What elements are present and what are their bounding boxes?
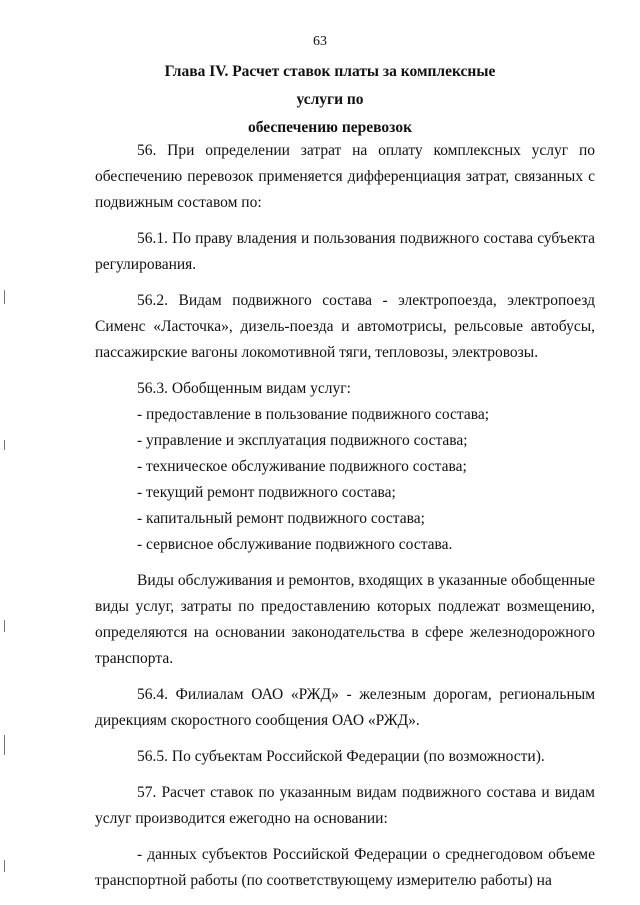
paragraph-56: 56. При определении затрат на оплату комплексных услуг по обеспечению перевозок применяется дифференциация затрат, связанных с подвижным составом по: xyxy=(95,142,595,211)
list-item: - предоставление в пользование подвижного состава; xyxy=(137,406,490,423)
chapter-heading-line-1: Глава IV. Расчет ставок платы за комплексные услуги по xyxy=(164,63,496,108)
chapter-heading-line-2: обеспечению перевозок xyxy=(247,119,412,136)
paragraph-56-4: 56.4. Филиалам ОАО «РЖД» - железным дорогам, региональным дирекциям скоростного сообщения ОАО «РЖД». xyxy=(95,686,595,729)
document-body xyxy=(95,138,595,894)
paragraph-57: 57. Расчет ставок по указанным видам подвижного состава и видам услуг производится ежегодно на основании: xyxy=(95,784,595,827)
chapter-heading xyxy=(150,58,510,142)
paragraph-service-types: Виды обслуживания и ремонтов, входящих в указанные обобщенные виды услуг, затраты по предоставлению которых подлежат возмещению, определяются на основании законодательства в сфере железнодорожного транспорта. xyxy=(95,572,595,667)
scan-edge-marks xyxy=(4,0,8,905)
list-item: - текущий ремонт подвижного состава; xyxy=(137,484,396,501)
paragraph-56-5: 56.5. По субъектам Российской Федерации (по возможности). xyxy=(137,748,545,765)
paragraph-56-1: 56.1. По праву владения и пользования подвижного состава субъекта регулирования. xyxy=(95,230,595,273)
list-item: - управление и эксплуатация подвижного состава; xyxy=(137,432,468,449)
paragraph-56-3: 56.3. Обобщенным видам услуг: xyxy=(137,380,351,397)
list-item: - техническое обслуживание подвижного состава; xyxy=(137,458,467,475)
paragraph-57-item: - данных субъектов Российской Федерации о среднегодовом объеме транспортной работы (по соответствующему измерителю работы) на xyxy=(95,846,595,889)
page-number: 63 xyxy=(313,34,327,49)
paragraph-56-2: 56.2. Видам подвижного состава - электропоезда, электропоезд Сименс «Ласточка», дизель-поезда и автомотрисы, рельсовые автобусы, пассажирские вагоны локомотивной тяги, тепловозы, электровозы. xyxy=(95,292,595,361)
list-item: - капитальный ремонт подвижного состава; xyxy=(137,510,425,527)
list-item: - сервисное обслуживание подвижного состава. xyxy=(137,536,453,553)
